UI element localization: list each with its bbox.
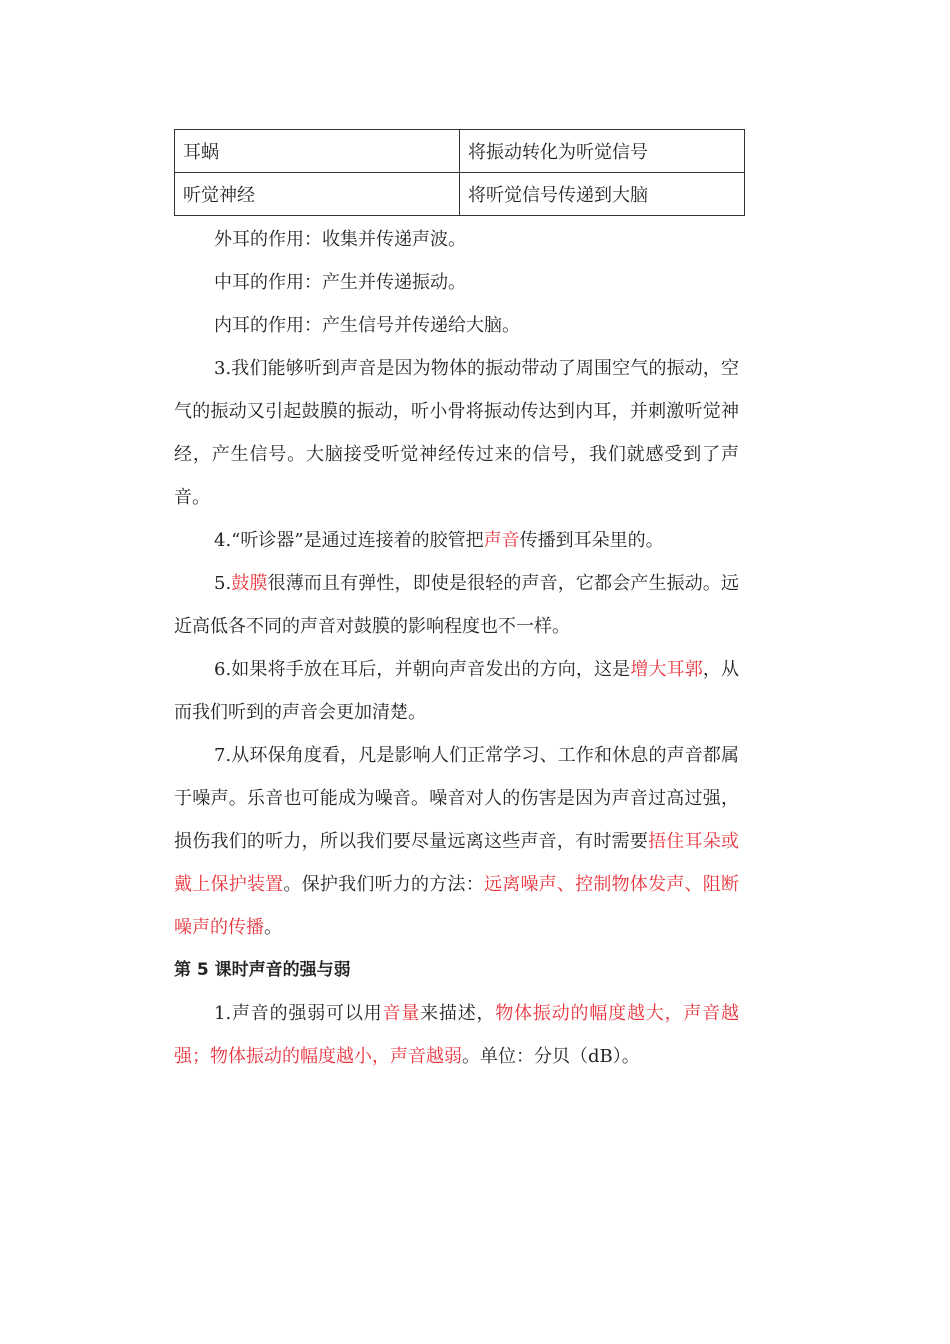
text: 。单位：分贝（dB）。 [462, 1046, 640, 1067]
table-cell-part: 听觉神经 [175, 173, 460, 216]
highlight-text: 音量 [382, 1003, 421, 1024]
highlight-text: 增大耳郭 [630, 659, 703, 680]
table-row [175, 130, 745, 173]
text: 7.从环保角度看，凡是影响人们正常学习、工作和休息的声音都属于噪声。乐音也可能成为噪音。噪音对人的伤害是因为声音过高过强，损伤我们的听力，所以我们要尽量远离这些声音，有时需要 [174, 745, 739, 852]
paragraph-8 [174, 992, 739, 1078]
text: 很薄而且有弹性，即使是很轻的声音，它都会产生振动。远近高低各不同的声音对鼓膜的影响程度也不一样。 [174, 573, 740, 637]
text: 。 [264, 917, 282, 938]
highlight-text: 鼓膜 [231, 573, 268, 594]
text: 。保护我们听力的方法： [283, 874, 484, 895]
table-cell-function: 将振动转化为听觉信号 [460, 130, 745, 173]
table-cell-function: 将听觉信号传递到大脑 [460, 173, 745, 216]
paragraph-6 [174, 648, 739, 734]
ear-function-table [174, 129, 745, 216]
table-row [175, 173, 745, 216]
outer-ear-line: 外耳的作用：收集并传递声波。 [214, 229, 466, 250]
highlight-text: 物体振动的幅度越大，声音越强；物体振动的幅度越小，声音越弱 [174, 1003, 740, 1067]
paragraph-7 [174, 734, 739, 949]
text: 4.“听诊器”是通过连接着的胶管把 [214, 530, 484, 551]
text: 传播到耳朵里的。 [519, 530, 664, 551]
highlight-text: 捂住耳朵或戴上保护装置 [174, 831, 740, 895]
paragraph-3: 3.我们能够听到声音是因为物体的振动带动了周围空气的振动，空气的振动又引起鼓膜的振动，听小骨将振动传达到内耳，并刺激听觉神经，产生信号。大脑接受听觉神经传过来的信号，我们就感受到了声音。 [174, 358, 739, 508]
section-heading: 第 5 课时声音的强与弱 [174, 960, 351, 980]
text: 1.声音的强弱可以用 [214, 1003, 383, 1024]
text: ，从而我们听到的声音会更加清楚。 [174, 659, 740, 723]
table-cell-part: 耳蜗 [175, 130, 460, 173]
paragraph-4 [174, 519, 739, 562]
highlight-text: 远离噪声、控制物体发声、阻断噪声的传播 [174, 874, 740, 938]
middle-ear-line: 中耳的作用：产生并传递振动。 [214, 272, 466, 293]
text: 来描述， [420, 1003, 496, 1024]
text: 6.如果将手放在耳后，并朝向声音发出的方向，这是 [214, 659, 631, 680]
document-body [174, 218, 739, 1078]
text: 5. [214, 573, 232, 594]
inner-ear-line: 内耳的作用：产生信号并传递给大脑。 [214, 315, 520, 336]
paragraph-5 [174, 562, 739, 648]
highlight-text: 声音 [483, 530, 520, 551]
